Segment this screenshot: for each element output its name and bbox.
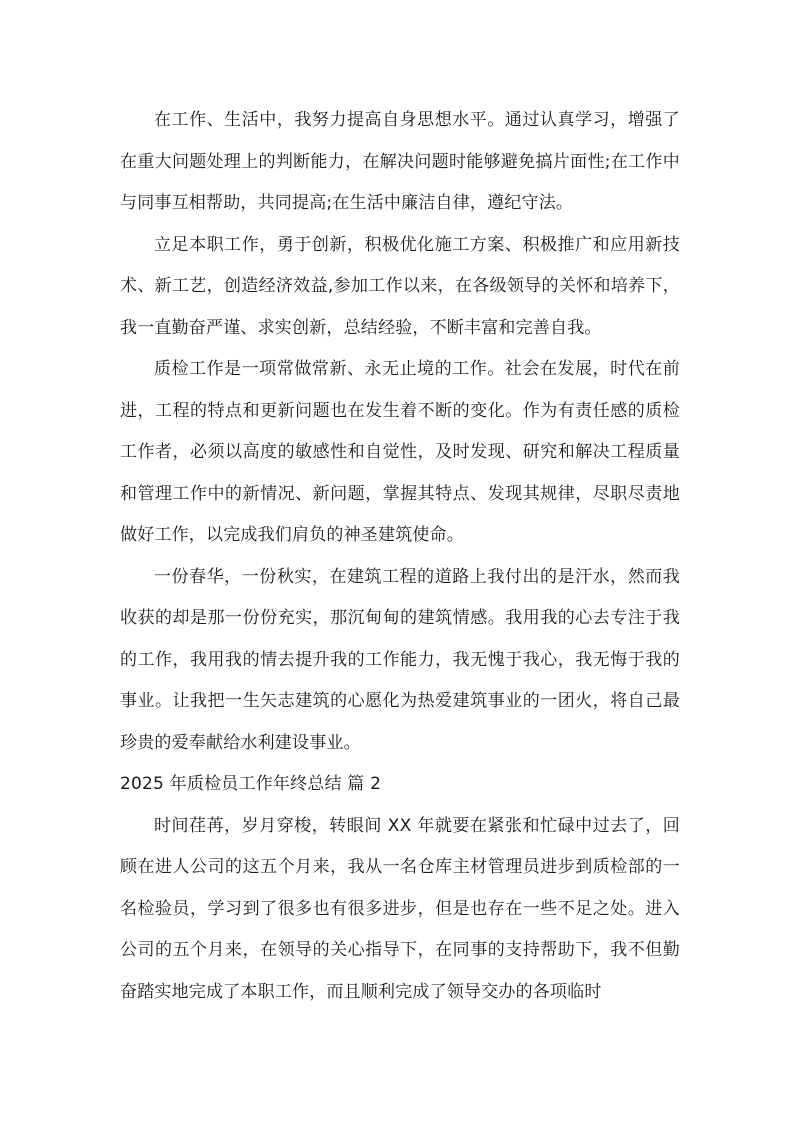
paragraph-dedication: 一份春华，一份秋实，在建筑工程的道路上我付出的是汗水，然而我收获的却是那一份份充实，那沉甸甸的建筑情感。我用我的心去专注于我的工作，我用我的情去提升我的工作能力，我无愧于我心，我无悔于我的事业。让我把一生矢志建筑的心愿化为热爱建筑事业的一团火，将自己最珍贵的爱奉献给水利建设事业。 [120,566,680,753]
paragraph-review: 时间荏苒，岁月穿梭，转眼间 XX 年就要在紧张和忙碌中过去了，回顾在进人公司的这五个月来，我从一名仓库主材管理员进步到质检部的一名检验员，学习到了很多也有很多进步，但是也存在一些不足之处。进入公司的五个月来，在领导的关心指导下，在同事的支持帮助下，我不但勤奋踏实地完成了本职工作，而且顺利完成了领导交办的各项临时 [120,815,680,1002]
paragraph-self-improvement: 在工作、生活中，我努力提高自身思想水平。通过认真学习，增强了在重大问题处理上的判断能力，在解决问题时能够避免搞片面性;在工作中与同事互相帮助，共同提高;在生活中廉洁自律，遵纪守法。 [120,110,680,213]
document-body [120,100,680,1013]
paragraph-quality-inspection: 质检工作是一项常做常新、永无止境的工作。社会在发展，时代在前进，工程的特点和更新问题也在发生着不断的变化。作为有责任感的质检工作者，必须以高度的敏感性和自觉性，及时发现、研究和解决工程质量和管理工作中的新情况、新问题，掌握其特点、发现其规律，尽职尽责地做好工作，以完成我们肩负的神圣建筑使命。 [120,359,680,545]
section-title: 2025 年质检员工作年终总结 篇 2 [120,774,382,794]
paragraph-innovation: 立足本职工作，勇于创新，积极优化施工方案、积极推广和应用新技术、新工艺，创造经济效益,参加工作以来，在各级领导的关怀和培养下，我一直勤奋严谨、求实创新，总结经验，不断丰富和完善自我。 [120,234,680,338]
